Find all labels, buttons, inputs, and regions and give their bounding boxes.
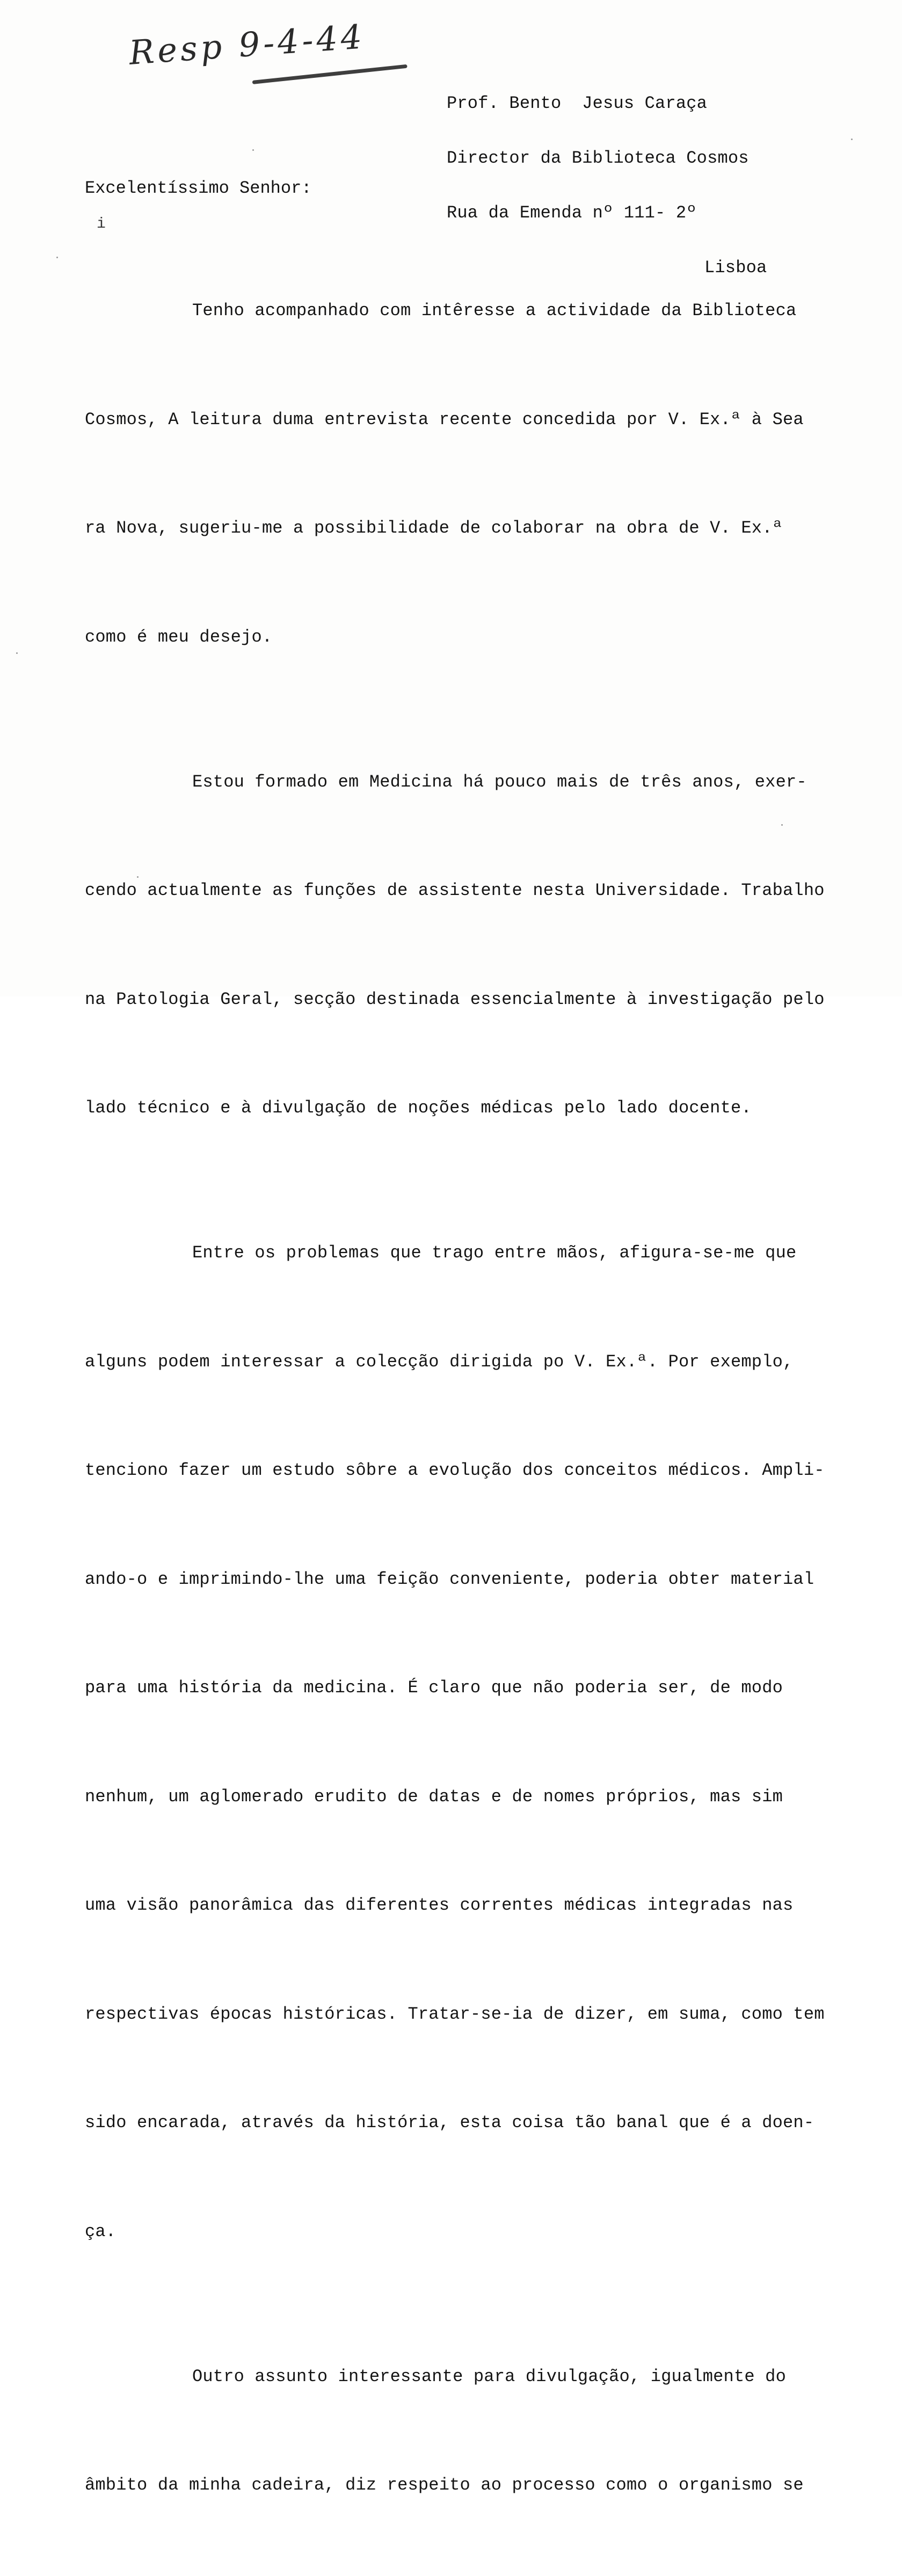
salutation: Excelentíssimo Senhor: — [85, 178, 312, 198]
body-line: ra Nova, sugeriu-me a possibilidade de colaborar na obra de V. Ex.ª — [85, 518, 783, 538]
body-line: Outro assunto interessante para divulgação, igualmente do — [192, 2366, 786, 2386]
handwritten-underline — [252, 64, 408, 84]
paper-speck — [851, 139, 853, 140]
paper-speck — [137, 876, 139, 878]
body-line: ando-o e imprimindo-lhe uma feição conveniente, poderia obter material — [85, 1569, 814, 1589]
letter-body — [85, 220, 858, 2576]
body-line: como é meu desejo. — [85, 627, 273, 647]
addressee-title: Director da Biblioteca Cosmos — [447, 148, 749, 168]
body-line: tenciono fazer um estudo sôbre a evolução dos conceitos médicos. Ampli- — [85, 1460, 825, 1480]
paper-speck — [56, 257, 58, 258]
paper-speck — [781, 824, 783, 826]
handwritten-note: Resp 9-4-44 — [128, 17, 367, 72]
body-line: na Patologia Geral, secção destinada essencialmente à investigação pelo — [85, 989, 825, 1009]
body-line: âmbito da minha cadeira, diz respeito ao processo como o organismo se — [85, 2475, 804, 2495]
addressee-street: Rua da Emenda nº 111- 2º — [447, 203, 697, 223]
addressee-city: Lisboa — [704, 258, 767, 278]
paper-speck — [16, 652, 18, 654]
body-line: Entre os problemas que trago entre mãos, afigura-se-me que — [192, 1243, 797, 1263]
addressee-name: Prof. Bento Jesus Caraça — [447, 93, 708, 113]
body-line: para uma história da medicina. É claro que não poderia ser, de modo — [85, 1678, 783, 1698]
body-line: uma visão panorâmica das diferentes correntes médicas integradas nas — [85, 1895, 794, 1915]
body-line: respectivas épocas históricas. Tratar-se-ia de dizer, em suma, como tem — [85, 2004, 825, 2024]
paper-speck — [252, 149, 254, 151]
body-line: Tenho acompanhado com intêresse a actividade da Biblioteca — [192, 301, 797, 321]
body-line: nenhum, um aglomerado erudito de datas e de nomes próprios, mas sim — [85, 1786, 783, 1807]
body-line: alguns podem interessar a colecção dirigida po V. Ex.ª. Por exemplo, — [85, 1351, 794, 1372]
body-line: cendo actualmente as funções de assistente nesta Universidade. Trabalho — [85, 881, 825, 900]
body-line: Cosmos, A leitura duma entrevista recente concedida por V. Ex.ª à Sea — [85, 409, 804, 430]
body-line: sido encarada, através da história, esta coisa tão banal que é a doen- — [85, 2113, 814, 2133]
margin-mark: i — [97, 216, 106, 232]
body-line: Estou formado em Medicina há pouco mais de três anos, exer- — [192, 772, 807, 792]
body-line: ça. — [85, 2221, 117, 2242]
body-line: lado técnico e à divulgação de noções médicas pelo lado docente. — [85, 1098, 752, 1118]
